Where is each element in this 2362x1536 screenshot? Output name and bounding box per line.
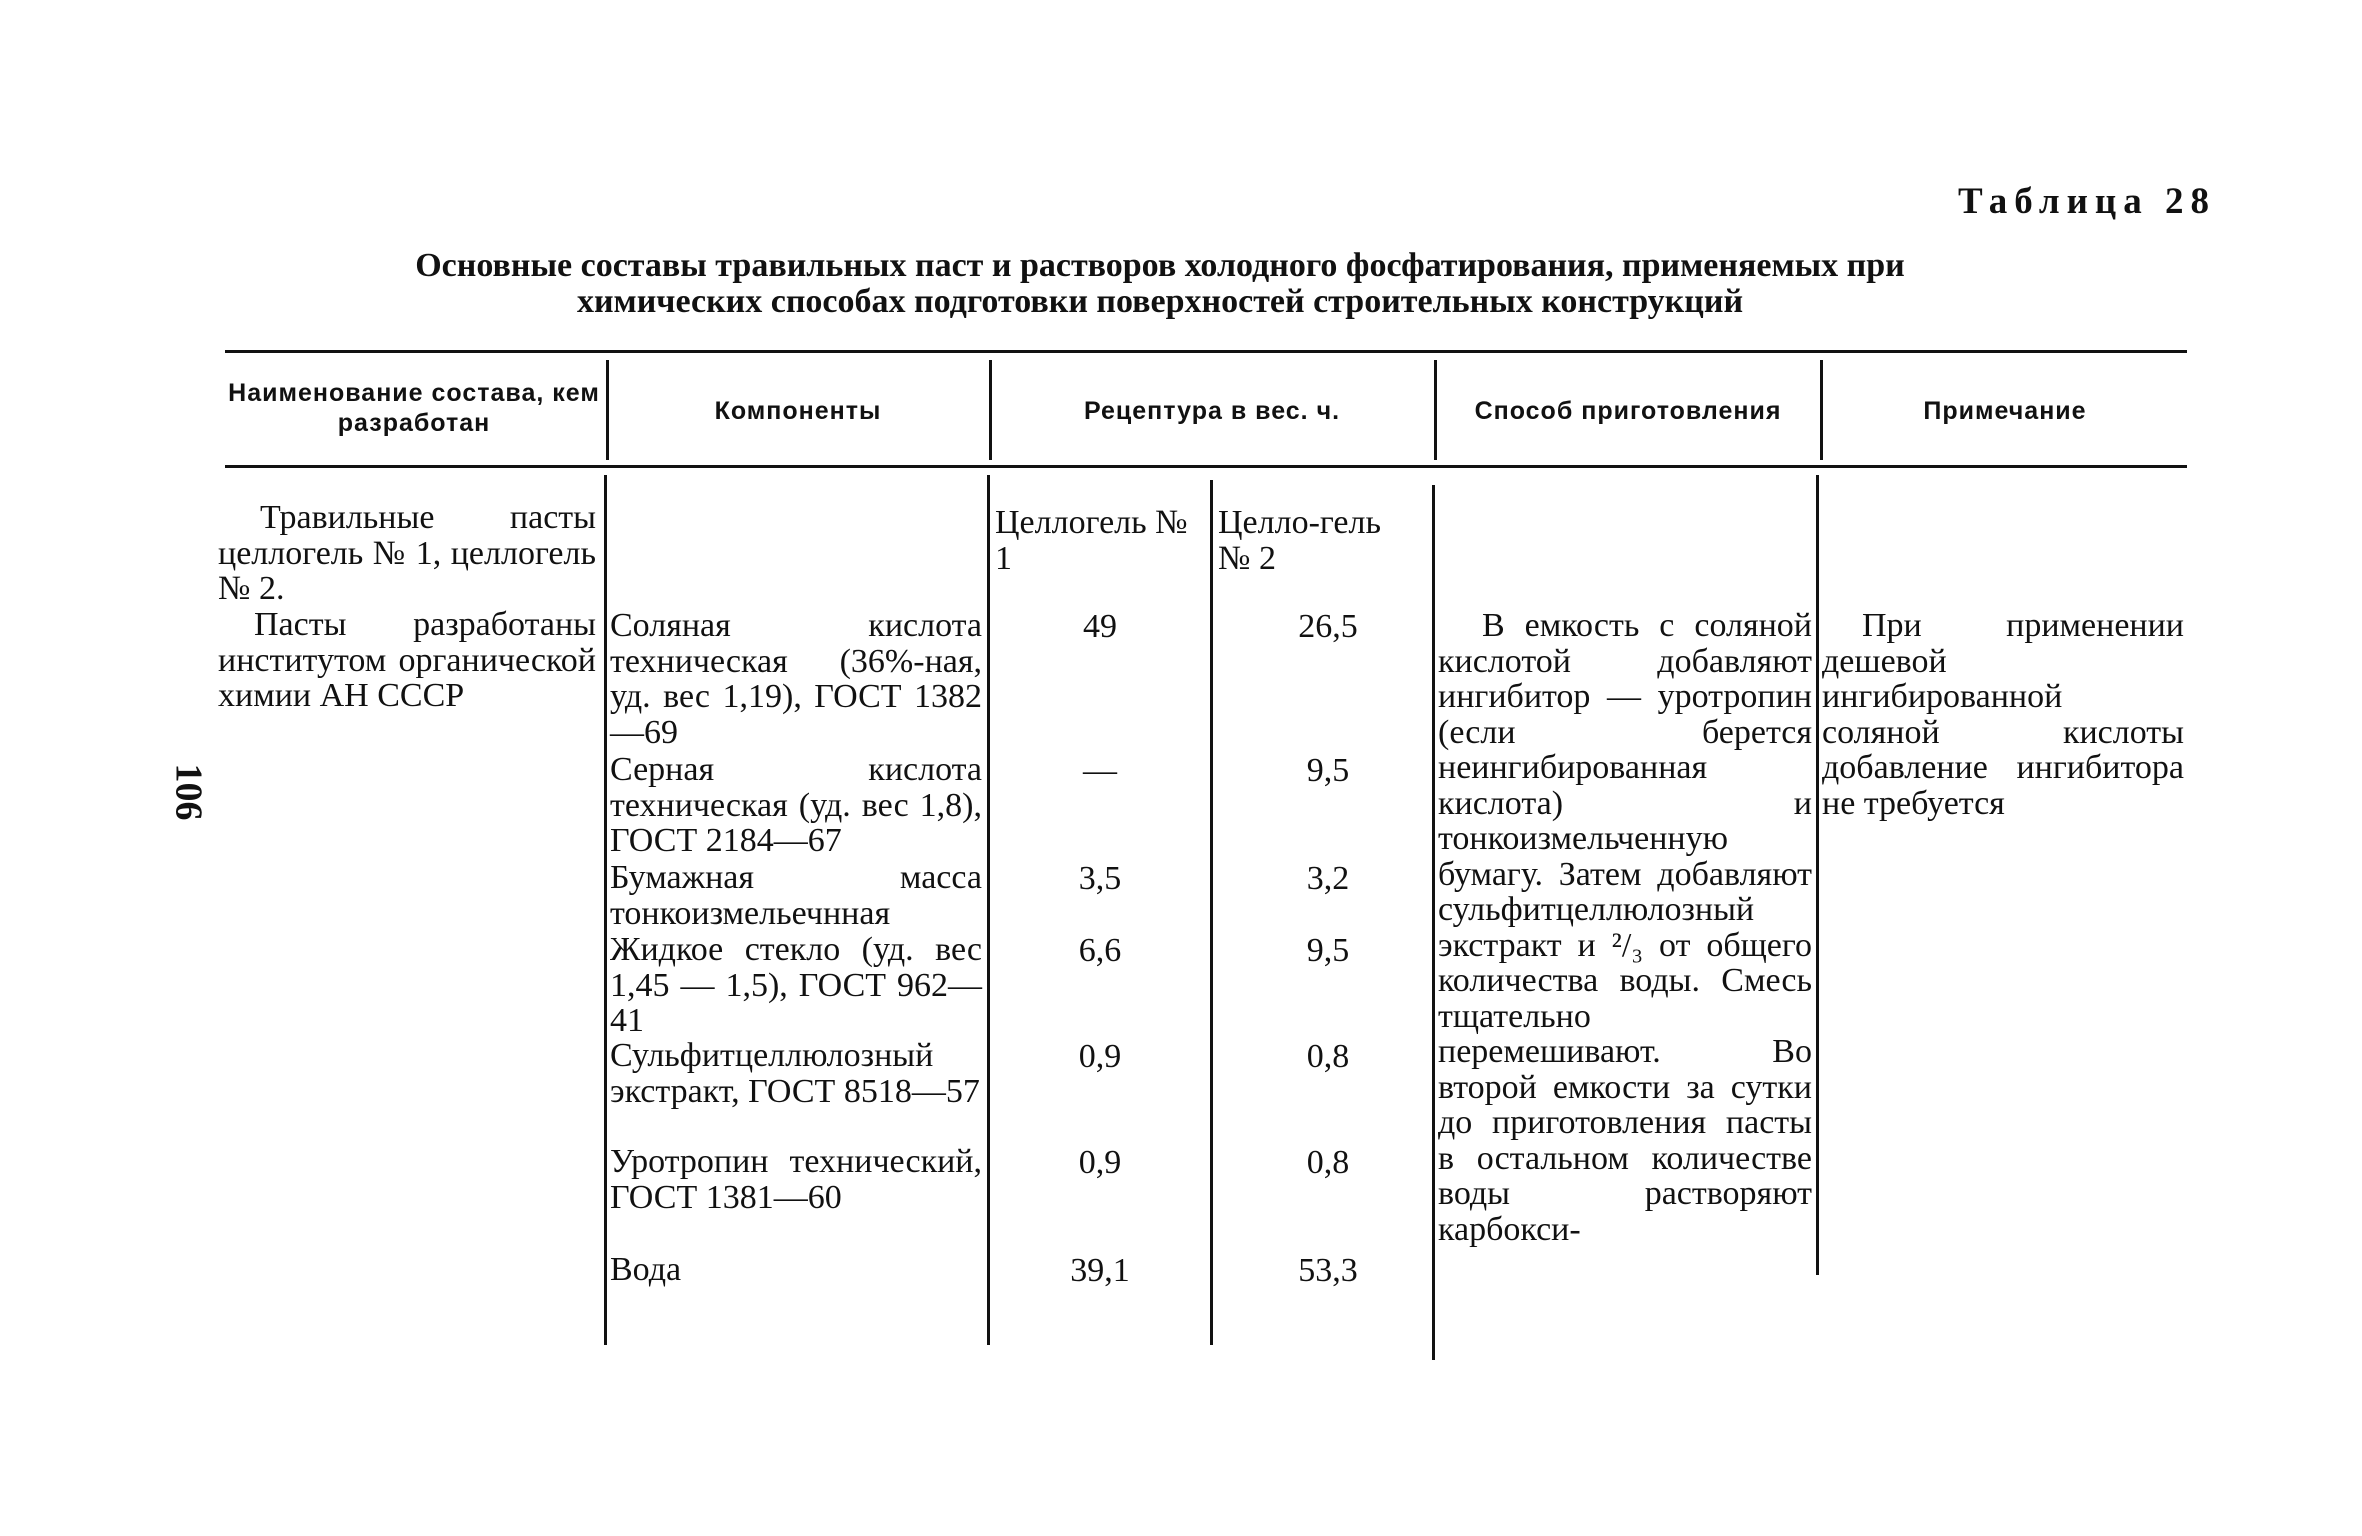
body-divider-4	[1816, 475, 1819, 1275]
table-title-line2: химических способах подготовки поверхностей строительных конструкций	[576, 283, 1744, 320]
component-value-c1: 0,9	[1078, 1038, 1122, 1075]
header-components: Компоненты	[714, 397, 882, 425]
component-value-c1: 6,6	[1078, 932, 1122, 969]
table-label: Таблица 28	[1958, 181, 2216, 222]
method-text: В емкость с соляной кислотой добавляют ингибитор — уротропин (если берется неингибированная кислота) и тонкоизмельченную бумагу. Затем добавляют сульфитцеллюлозный экстракт и ²/₃ от общего количества воды. Смесь тщательно перемешивают. Во второй емкости за сутки до приготовления пасты в остальном количестве воды растворяют карбокси-	[1438, 607, 1812, 1248]
component-value-c2: 9,5	[1306, 752, 1350, 789]
name-cell-p1: Травильные пасты целлогель № 1, целлогель № 2.	[218, 499, 596, 607]
body-divider-3	[1432, 485, 1435, 1360]
header-bottom-rule	[225, 465, 2187, 468]
component-name: Сульфитцеллюлозный экстракт, ГОСТ 8518—57	[610, 1037, 980, 1110]
component-value-c2: 3,2	[1306, 860, 1350, 897]
header-method: Способ приготовления	[1474, 397, 1782, 425]
component-value-c2: 26,5	[1298, 608, 1358, 645]
header-note: Примечание	[1923, 397, 2087, 425]
page-number: 106	[167, 763, 210, 821]
component-value-c1: 39,1	[1070, 1252, 1130, 1289]
note-text: При применении дешевой ингибированной соляной кислоты добавление ингибитора не требуется	[1822, 607, 2184, 822]
header-recipe: Рецептура в вес. ч.	[1083, 397, 1341, 425]
name-cell-p2: Пасты разработаны институтом органической химии АН СССР	[218, 606, 596, 714]
component-name: Жидкое стекло (уд. вес 1,45 — 1,5), ГОСТ 962—41	[610, 931, 982, 1039]
subheader-cellogel2: Целло-гель № 2	[1218, 504, 1381, 577]
table-top-rule	[225, 350, 2187, 353]
component-value-c2: 0,8	[1306, 1144, 1350, 1181]
subheader-cellogel1: Целлогель № 1	[995, 504, 1188, 577]
body-divider-recipe	[1210, 480, 1213, 1345]
component-value-c1: 3,5	[1078, 860, 1122, 897]
component-name: Соляная кислота техническая (36%-ная, уд. вес 1,19), ГОСТ 1382—69	[610, 607, 982, 751]
header-divider-2	[989, 360, 992, 460]
header-divider-4	[1820, 360, 1823, 460]
header-divider-3	[1434, 360, 1437, 460]
header-name: Наименование состава, кем разработан	[228, 379, 600, 437]
body-divider-1	[604, 475, 607, 1345]
component-name: Уротропин технический, ГОСТ 1381—60	[610, 1143, 982, 1216]
component-name: Бумажная масса тонкоизмельечнная	[610, 859, 982, 932]
component-value-c1: 0,9	[1078, 1144, 1122, 1181]
component-value-c1: —	[1083, 752, 1117, 789]
component-name: Вода	[610, 1251, 682, 1288]
component-value-c2: 9,5	[1306, 932, 1350, 969]
component-value-c2: 53,3	[1298, 1252, 1358, 1289]
component-value-c2: 0,8	[1306, 1038, 1350, 1075]
body-divider-2	[987, 475, 990, 1345]
component-name: Серная кислота техническая (уд. вес 1,8), ГОСТ 2184—67	[610, 751, 982, 859]
component-value-c1: 49	[1083, 608, 1117, 645]
header-divider-1	[606, 360, 609, 460]
table-title-line1: Основные составы травильных паст и растворов холодного фосфатирования, применяемых при	[415, 247, 1905, 284]
